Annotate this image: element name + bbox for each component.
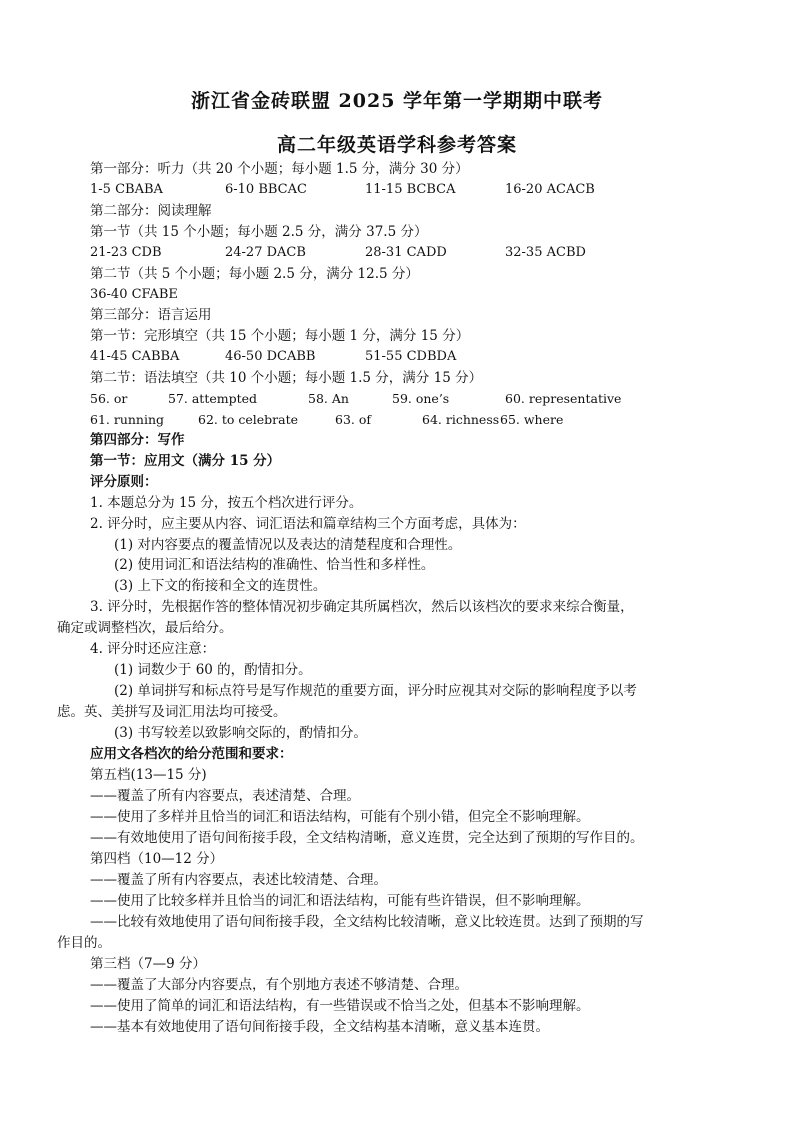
answer-group: 46-50 DCABB: [225, 349, 316, 364]
principle-2-item-3: (3) 上下文的衔接和全文的连贯性。: [114, 578, 327, 594]
page-subtitle: 高二年级英语学科参考答案: [276, 134, 517, 156]
part2-heading: 第二部分：阅读理解: [90, 203, 212, 219]
grammar-answer: 64. richness: [422, 412, 500, 427]
scoring-principles-heading: 评分原则：: [90, 474, 158, 490]
part3-sec2-heading: 第二节：语法填空（共 10 个小题；每小题 1.5 分，满分 15 分）: [90, 370, 483, 386]
answer-group: 24-27 DACB: [225, 245, 306, 260]
part3-sec1-answers: [90, 348, 710, 366]
principle-4-item-2: (2) 单词拼写和标点符号是写作规范的重要方面，评分时应视其对交际的影响程度予以考: [114, 683, 637, 699]
levels-heading: 应用文各档次的给分范围和要求：: [90, 746, 293, 762]
level-3-item: ——覆盖了大部分内容要点，有个别地方表述不够清楚、合理。: [90, 977, 468, 993]
part3-heading: 第三部分：语言运用: [90, 307, 212, 323]
part3-sec1-heading: 第一节：完形填空（共 15 个小题；每小题 1 分，满分 15 分）: [90, 328, 470, 344]
level-4-item-cont: 作目的。: [57, 935, 111, 951]
level-4-title: 第四档（10—12 分）: [90, 851, 224, 867]
principle-1: 1. 本题总分为 15 分，按五个档次进行评分。: [90, 495, 363, 511]
answer-group: 21-23 CDB: [90, 245, 162, 260]
grammar-answer: 58. An: [308, 391, 349, 406]
answer-group: 41-45 CABBA: [90, 349, 180, 364]
part4-heading: 第四部分：写作: [90, 432, 185, 448]
grammar-answer: 56. or: [90, 391, 128, 406]
grammar-answer: 65. where: [500, 412, 564, 427]
principle-4-item-3: (3) 书写较差以致影响交际的，酌情扣分。: [114, 725, 367, 741]
level-4-item: ——覆盖了所有内容要点，表述比较清楚、合理。: [90, 872, 387, 888]
level-4-item: ——比较有效地使用了语句间衔接手段，全文结构比较清晰，意义比较连贯。达到了预期的写: [90, 914, 644, 930]
principle-2: 2. 评分时，应主要从内容、词汇语法和篇章结构三个方面考虑，具体为：: [90, 516, 526, 532]
principle-4-item-2-cont: 虑。英、美拼写及词汇用法均可接受。: [57, 704, 287, 720]
answer-group: 11-15 BCBCA: [365, 182, 456, 197]
answer-group: 32-35 ACBD: [505, 245, 586, 260]
part3-sec2-row2: [90, 411, 710, 429]
page-title: 浙江省金砖联盟 2025 学年第一学期期中联考: [190, 90, 604, 112]
grammar-answer: 60. representative: [505, 391, 622, 406]
principle-4-item-1: (1) 词数少于 60 的，酌情扣分。: [114, 662, 312, 678]
grammar-answer: 62. to celebrate: [198, 412, 299, 427]
principle-2-item-2: (2) 使用词汇和语法结构的准确性、恰当性和多样性。: [114, 557, 435, 573]
principle-3: 3. 评分时，先根据作答的整体情况初步确定其所属档次，然后以该档次的要求来综合衡量，: [90, 599, 634, 615]
grammar-answer: 63. of: [335, 412, 372, 427]
level-5-item: ——有效地使用了语句间衔接手段，全文结构清晰，意义连贯，完全达到了预期的写作目的。: [90, 830, 644, 846]
part1-answers: [90, 181, 710, 199]
part1-heading: 第一部分：听力（共 20 个小题；每小题 1.5 分，满分 30 分）: [90, 161, 469, 177]
level-3-item: ——使用了简单的词汇和语法结构，有一些错误或不恰当之处，但基本不影响理解。: [90, 998, 590, 1014]
level-3-title: 第三档（7—9 分）: [90, 956, 206, 972]
level-4-item: ——使用了比较多样并且恰当的词汇和语法结构，可能有些许错误，但不影响理解。: [90, 893, 590, 909]
level-5-item: ——使用了多样并且恰当的词汇和语法结构，可能有个别小错，但完全不影响理解。: [90, 809, 590, 825]
principle-2-item-1: (1) 对内容要点的覆盖情况以及表达的清楚程度和合理性。: [114, 537, 462, 553]
grammar-answer: 61. running: [90, 412, 165, 427]
answer-group: 1-5 CBABA: [90, 182, 163, 197]
grammar-answer: 59. one’s: [392, 391, 450, 406]
level-5-item: ——覆盖了所有内容要点，表述清楚、合理。: [90, 788, 360, 804]
answer-group: 6-10 BBCAC: [225, 182, 307, 197]
level-3-item: ——基本有效地使用了语句间衔接手段，全文结构基本清晰，意义基本连贯。: [90, 1019, 549, 1035]
part3-sec2-row1: [90, 390, 710, 408]
answer-group: 51-55 CDBDA: [365, 349, 457, 364]
principle-4: 4. 评分时还应注意：: [90, 641, 216, 657]
answer-group: 28-31 CADD: [365, 245, 447, 260]
grammar-answer: 57. attempted: [168, 391, 258, 406]
part2-sec1-answers: [90, 244, 710, 262]
part2-sec1-heading: 第一节（共 15 个小题；每小题 2.5 分，满分 37.5 分）: [90, 224, 428, 240]
part4-sec1-heading: 第一节：应用文（满分 15 分）: [90, 453, 281, 469]
answer-group: 16-20 ACACB: [505, 182, 595, 197]
principle-3-cont: 确定或调整档次，最后给分。: [57, 620, 233, 636]
part2-sec2-heading: 第二节（共 5 个小题；每小题 2.5 分，满分 12.5 分）: [90, 266, 419, 282]
level-5-title: 第五档(13—15 分): [90, 767, 207, 783]
part2-sec2-answers: 36-40 CFABE: [90, 287, 178, 302]
